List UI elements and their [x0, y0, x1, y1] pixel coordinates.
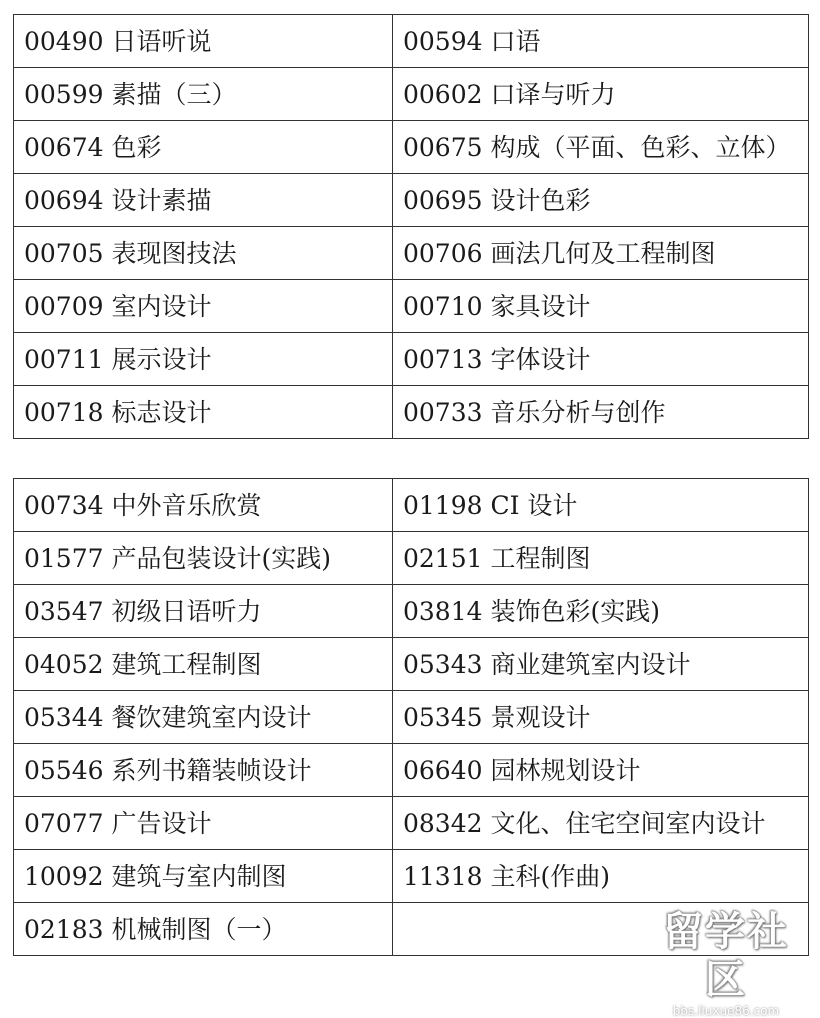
table-row — [14, 68, 809, 121]
course-cell: 04052 建筑工程制图 — [14, 638, 393, 691]
course-cell: 00705 表现图技法 — [14, 227, 393, 280]
course-cell: 00695 设计色彩 — [393, 174, 809, 227]
course-cell: 10092 建筑与室内制图 — [14, 850, 393, 903]
table-row — [14, 386, 809, 439]
watermark-url: bbs.liuxue86.com — [672, 1004, 780, 1018]
course-cell: 00733 音乐分析与创作 — [393, 386, 809, 439]
table-row — [14, 227, 809, 280]
course-cell: 00710 家具设计 — [393, 280, 809, 333]
course-cell: 00490 日语听说 — [14, 15, 393, 68]
watermark-logo-text: 留学社区 — [663, 909, 789, 1003]
table-row — [14, 174, 809, 227]
course-cell: 00599 素描（三） — [14, 68, 393, 121]
course-cell: 00706 画法几何及工程制图 — [393, 227, 809, 280]
course-cell: 00734 中外音乐欣赏 — [14, 479, 393, 532]
course-cell: 00694 设计素描 — [14, 174, 393, 227]
course-cell: 05345 景观设计 — [393, 691, 809, 744]
course-cell: 11318 主科(作曲) — [393, 850, 809, 903]
course-cell: 00709 室内设计 — [14, 280, 393, 333]
course-cell: 05344 餐饮建筑室内设计 — [14, 691, 393, 744]
course-table-2 — [13, 478, 809, 956]
course-cell: 00602 口译与听力 — [393, 68, 809, 121]
course-table-2-body — [14, 479, 809, 956]
course-table-1-body — [14, 15, 809, 439]
table-row — [14, 280, 809, 333]
table-row — [14, 850, 809, 903]
table-row — [14, 532, 809, 585]
course-cell: 01577 产品包装设计(实践) — [14, 532, 393, 585]
table-row — [14, 744, 809, 797]
course-cell: 00675 构成（平面、色彩、立体） — [393, 121, 809, 174]
course-cell: 05546 系列书籍装帧设计 — [14, 744, 393, 797]
course-cell: 02183 机械制图（一） — [14, 903, 393, 956]
site-watermark — [646, 908, 806, 1018]
table-row — [14, 797, 809, 850]
table-row — [14, 638, 809, 691]
course-cell: 06640 园林规划设计 — [393, 744, 809, 797]
course-cell: 08342 文化、住宅空间室内设计 — [393, 797, 809, 850]
course-cell: 00718 标志设计 — [14, 386, 393, 439]
table-row — [14, 333, 809, 386]
course-cell: 01198 CI 设计 — [393, 479, 809, 532]
table-row — [14, 121, 809, 174]
course-cell: 05343 商业建筑室内设计 — [393, 638, 809, 691]
table-row — [14, 15, 809, 68]
table-row — [14, 691, 809, 744]
course-cell: 02151 工程制图 — [393, 532, 809, 585]
course-table-1 — [13, 14, 809, 439]
table-row — [14, 479, 809, 532]
course-cell: 00713 字体设计 — [393, 333, 809, 386]
course-cell: 00674 色彩 — [14, 121, 393, 174]
course-cell: 07077 广告设计 — [14, 797, 393, 850]
table-row — [14, 585, 809, 638]
course-cell: 00594 口语 — [393, 15, 809, 68]
course-cell: 03547 初级日语听力 — [14, 585, 393, 638]
course-cell: 00711 展示设计 — [14, 333, 393, 386]
course-cell: 03814 装饰色彩(实践) — [393, 585, 809, 638]
